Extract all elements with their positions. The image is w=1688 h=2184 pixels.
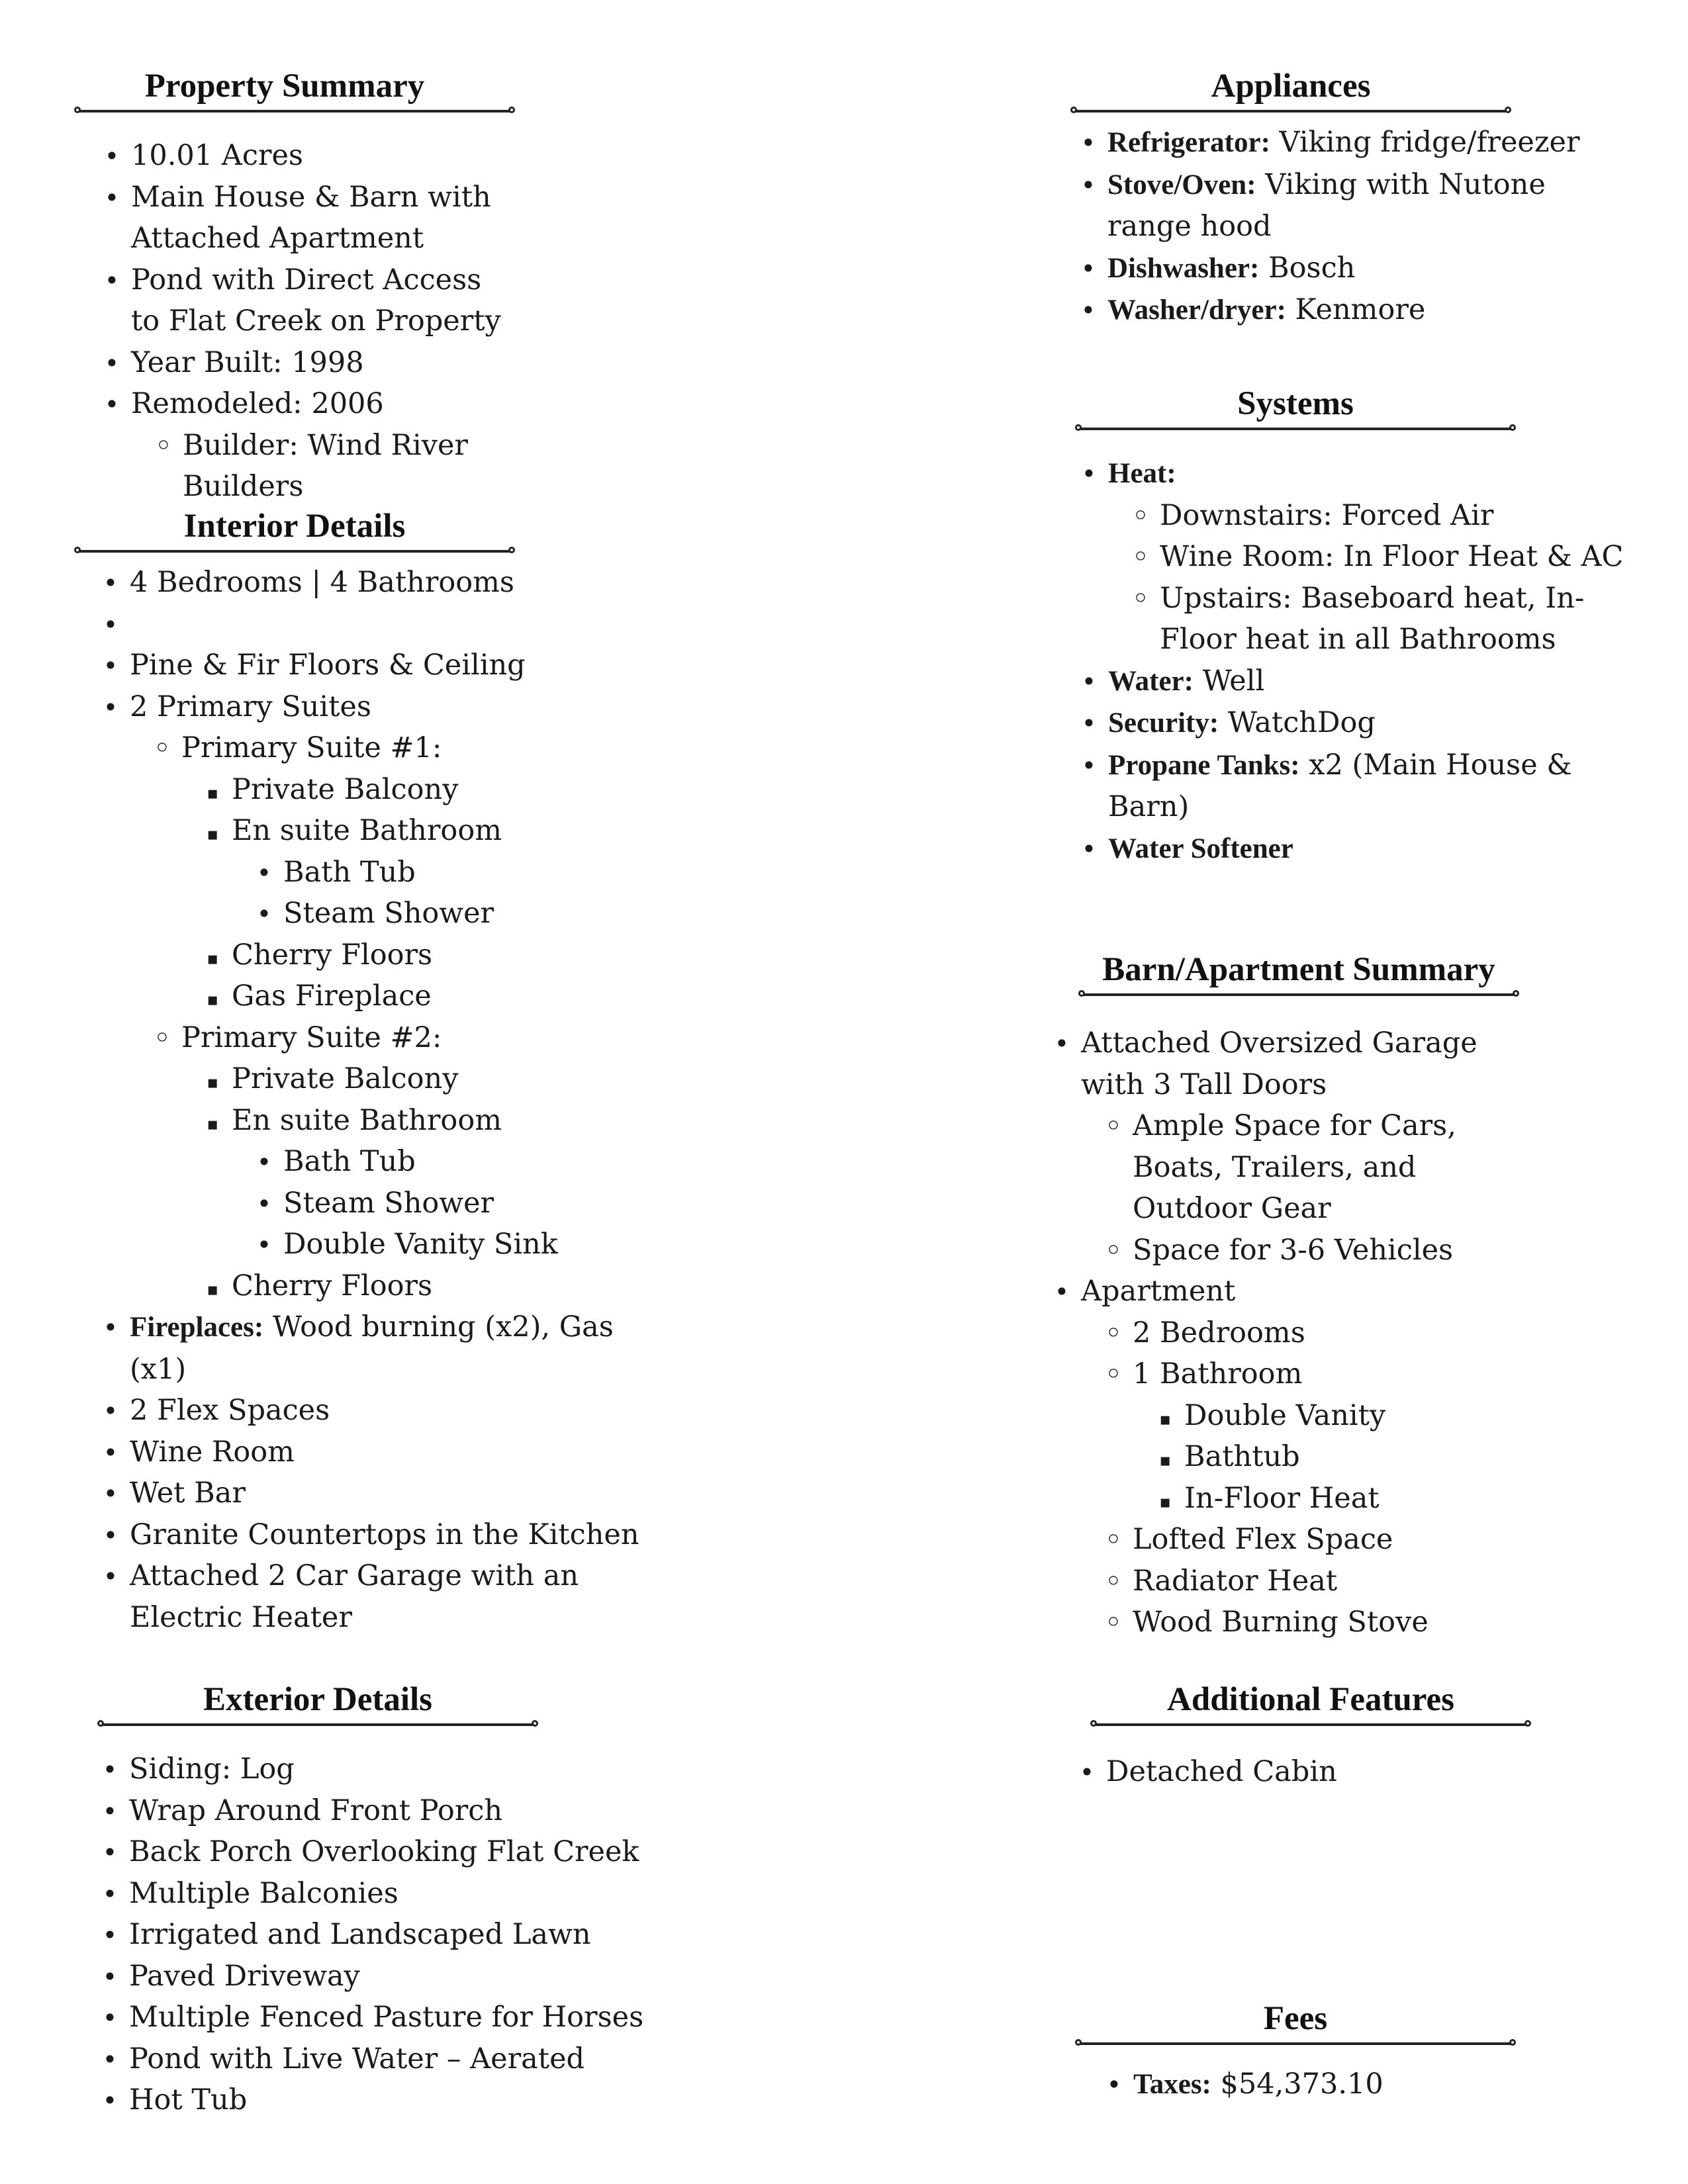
list-item: • Multiple Balconies: [129, 1873, 672, 1915]
list-item: ▪ Cherry Floors: [232, 1265, 673, 1307]
bullet-icon: [254, 1183, 274, 1225]
bullet-icon: [1052, 1271, 1072, 1313]
additional-features-list: [1106, 1751, 1622, 1793]
bullet-icon: [254, 1141, 274, 1183]
bullet-icon: [1079, 453, 1099, 495]
heading-rule: [79, 110, 510, 113]
property-summary-list: [131, 135, 502, 508]
list-item: • Security: WatchDog: [1108, 702, 1638, 745]
bullet-icon: [102, 383, 122, 426]
list-item: • Back Porch Overlooking Flat Creek: [129, 1831, 672, 1873]
bullet-icon: [100, 2079, 120, 2122]
list-item: ▪ En suite Bathroom: [232, 1100, 673, 1142]
list-item: ◦ 1 Bathroom: [1133, 1353, 1624, 1395]
bullet-icon: [1078, 122, 1098, 164]
bullet-icon: [254, 893, 274, 935]
bullet-icon: [1103, 1561, 1123, 1604]
list-item: • Refrigerator: Viking fridge/freezer: [1107, 122, 1624, 164]
list-item: [130, 604, 673, 645]
bullet-icon: [1103, 1312, 1123, 1355]
list-item: • Wrap Around Front Porch: [129, 1790, 672, 1832]
list-item: • Granite Countertops in the Kitchen: [130, 1514, 673, 1556]
list-item: ▪ Bathtub: [1184, 1436, 1624, 1478]
bullet-icon: [101, 562, 120, 604]
bullet-icon: [101, 1432, 120, 1474]
bullet-icon: [101, 1306, 120, 1349]
list-item: • Pine & Fir Floors & Ceiling: [130, 645, 673, 686]
bullet-icon: [1131, 495, 1150, 538]
bullet-icon: [100, 1790, 120, 1833]
bullet-icon: [1103, 1519, 1123, 1562]
list-item: ▪ In-Floor Heat: [1184, 1478, 1624, 1520]
list-item: • Steam Shower: [283, 1183, 673, 1224]
heading-rule: [1080, 2042, 1511, 2045]
bullet-icon: [101, 1514, 120, 1557]
exterior-details-heading: Exterior Details: [203, 1681, 433, 1718]
bullet-icon: [1078, 289, 1098, 332]
bullet-icon: [203, 976, 222, 1021]
list-item: • Water: Well: [1108, 660, 1638, 703]
bullet-icon: [203, 934, 222, 980]
appliances-section: [1076, 66, 1638, 332]
bullet-icon: [1079, 660, 1099, 703]
list-item: • Taxes: $54,373.10: [1133, 2064, 1597, 2106]
barn-apartment-list: [1081, 1023, 1624, 1643]
bullet-icon: [101, 1473, 120, 1515]
bullet-icon: [1078, 248, 1098, 290]
bullet-icon: [1052, 1023, 1072, 1065]
list-item: • Pond with Direct Access to Flat Creek on Property: [131, 259, 502, 342]
list-item: ▪ En suite Bathroom: [232, 810, 673, 852]
barn-apartment-section: [1081, 950, 1646, 1643]
list-item: • 4 Bedrooms | 4 Bathrooms: [130, 562, 673, 604]
barn-apartment-heading: Barn/Apartment Summary: [1102, 951, 1495, 988]
list-item: ◦ Radiator Heat: [1133, 1561, 1624, 1602]
list-item: • 10.01 Acres: [131, 135, 502, 177]
bullet-icon: [203, 769, 222, 815]
bullet-icon: [101, 1555, 120, 1598]
list-item: • Stove/Oven: Viking with Nutone range hood: [1107, 164, 1624, 248]
list-item: • Fireplaces: Wood burning (x2), Gas (x1): [130, 1306, 673, 1390]
list-item: ▪ Private Balcony: [232, 769, 673, 811]
bullet-icon: [100, 1873, 120, 1915]
list-item: ◦ Downstairs: Forced Air: [1160, 495, 1638, 537]
list-item: • Detached Cabin: [1106, 1751, 1622, 1793]
property-summary-heading: Property Summary: [144, 68, 425, 105]
list-item: • Year Built: 1998: [131, 342, 502, 384]
list-item: ◦ Lofted Flex Space: [1133, 1519, 1624, 1561]
bullet-icon: [254, 1224, 274, 1266]
fees-section: [1080, 1999, 1643, 2106]
list-item: • 2 Primary Suites: [130, 686, 673, 728]
list-item: • Multiple Fenced Pasture for Horses: [129, 1997, 672, 2038]
fees-list: [1133, 2064, 1597, 2106]
list-item: • Wet Bar: [130, 1473, 673, 1514]
bullet-icon: [1103, 1353, 1123, 1396]
bullet-icon: [102, 342, 122, 385]
list-item: ▪ Gas Fireplace: [232, 976, 673, 1017]
bullet-icon: [1079, 702, 1099, 745]
list-item: ◦ Primary Suite #2:: [181, 1017, 673, 1059]
interior-details-list: [130, 562, 673, 1638]
list-item: • Attached 2 Car Garage with an Electric Heater: [130, 1555, 633, 1638]
bullet-icon: [1131, 578, 1150, 621]
bullet-icon: [1079, 828, 1099, 870]
list-item: • Pond with Live Water – Aerated: [129, 2038, 672, 2080]
list-item: • 2 Flex Spaces: [130, 1390, 673, 1432]
bullet-icon: [1103, 1602, 1123, 1645]
list-item: ◦ Wood Burning Stove: [1133, 1602, 1624, 1643]
bullet-icon: [102, 177, 122, 219]
bullet-icon: [152, 727, 172, 770]
bullet-icon: [154, 425, 173, 468]
bullet-icon: [203, 1058, 222, 1104]
heading-rule: [1084, 993, 1514, 996]
bullet-icon: [101, 645, 120, 687]
heading-rule: [1080, 428, 1511, 430]
bullet-icon: [152, 1017, 172, 1060]
list-item: • Propane Tanks: x2 (Main House & Barn): [1108, 745, 1598, 828]
bullet-icon: [203, 1265, 222, 1311]
list-item: • Remodeled: 2006: [131, 383, 502, 425]
interior-details-heading: Interior Details: [183, 508, 406, 545]
list-item: • Water Softener: [1108, 828, 1638, 870]
exterior-details-list: [129, 1749, 672, 2121]
bullet-icon: [1155, 1395, 1175, 1441]
bullet-icon: [1103, 1230, 1123, 1273]
list-item: • Double Vanity Sink: [283, 1224, 673, 1265]
appliances-list: [1107, 122, 1624, 332]
list-item: • Attached Oversized Garage with 3 Tall Doors: [1081, 1023, 1544, 1105]
bullet-icon: [100, 1831, 120, 1874]
list-item: ▪ Private Balcony: [232, 1058, 673, 1100]
bullet-icon: [101, 1390, 120, 1432]
property-summary-section: [79, 66, 510, 508]
additional-features-heading: Additional Features: [1167, 1681, 1454, 1718]
list-item: • Wine Room: [130, 1432, 673, 1473]
list-item: • Heat:: [1108, 453, 1638, 495]
bullet-icon: [1131, 536, 1150, 579]
bullet-icon: [1103, 1105, 1123, 1148]
list-item: • Steam Shower: [283, 893, 673, 934]
heading-rule: [1076, 110, 1506, 113]
list-item: ◦ Primary Suite #1:: [181, 727, 673, 769]
bullet-icon: [1079, 745, 1099, 787]
additional-features-section: [1096, 1680, 1658, 1793]
bullet-icon: [101, 604, 120, 646]
fees-heading: Fees: [1263, 2000, 1328, 2037]
list-item: • Apartment: [1081, 1271, 1624, 1312]
list-item: • Hot Tub: [129, 2079, 672, 2121]
list-item: • Main House & Barn with Attached Apartment: [131, 177, 502, 259]
bullet-icon: [100, 1914, 120, 1956]
heading-rule: [79, 550, 510, 553]
list-item: ◦ 2 Bedrooms: [1133, 1312, 1624, 1354]
list-item: ◦ Ample Space for Cars, Boats, Trailers, and Outdoor Gear: [1133, 1105, 1530, 1230]
list-item: • Dishwasher: Bosch: [1107, 248, 1624, 290]
bullet-icon: [1104, 2064, 1124, 2106]
heading-rule: [103, 1723, 533, 1726]
bullet-icon: [102, 135, 122, 177]
bullet-icon: [203, 1100, 222, 1146]
list-item: ▪ Double Vanity: [1184, 1395, 1624, 1437]
bullet-icon: [1155, 1478, 1175, 1524]
bullet-icon: [203, 810, 222, 856]
appliances-heading: Appliances: [1211, 68, 1371, 105]
bullet-icon: [100, 1997, 120, 2039]
bullet-icon: [1077, 1751, 1097, 1794]
exterior-details-section: [103, 1680, 698, 2121]
interior-details-section: [79, 506, 675, 1638]
list-item: ◦ Builder: Wind River Builders: [183, 425, 502, 508]
list-item: • Paved Driveway: [129, 1956, 672, 1997]
systems-heading: Systems: [1237, 385, 1354, 422]
systems-section: [1080, 384, 1643, 870]
bullet-icon: [100, 2038, 120, 2081]
list-item: ◦ Wine Room: In Floor Heat & AC: [1160, 536, 1638, 578]
bullet-icon: [1155, 1436, 1175, 1482]
bullet-icon: [102, 259, 122, 302]
list-item: • Bath Tub: [283, 1141, 673, 1183]
bullet-icon: [100, 1749, 120, 1791]
list-item: • Siding: Log: [129, 1749, 672, 1790]
list-item: • Bath Tub: [283, 852, 673, 893]
list-item: ◦ Space for 3-6 Vehicles: [1133, 1230, 1624, 1271]
bullet-icon: [1078, 164, 1098, 206]
list-item: • Washer/dryer: Kenmore: [1107, 289, 1624, 332]
systems-list: [1108, 453, 1638, 870]
list-item: • Irrigated and Landscaped Lawn: [129, 1914, 672, 1956]
bullet-icon: [101, 686, 120, 729]
list-item: ▪ Cherry Floors: [232, 934, 673, 976]
list-item: ◦ Upstairs: Baseboard heat, In-Floor heat in all Bathrooms: [1160, 578, 1610, 660]
heading-rule: [1096, 1723, 1526, 1726]
bullet-icon: [100, 1956, 120, 1998]
bullet-icon: [254, 852, 274, 894]
